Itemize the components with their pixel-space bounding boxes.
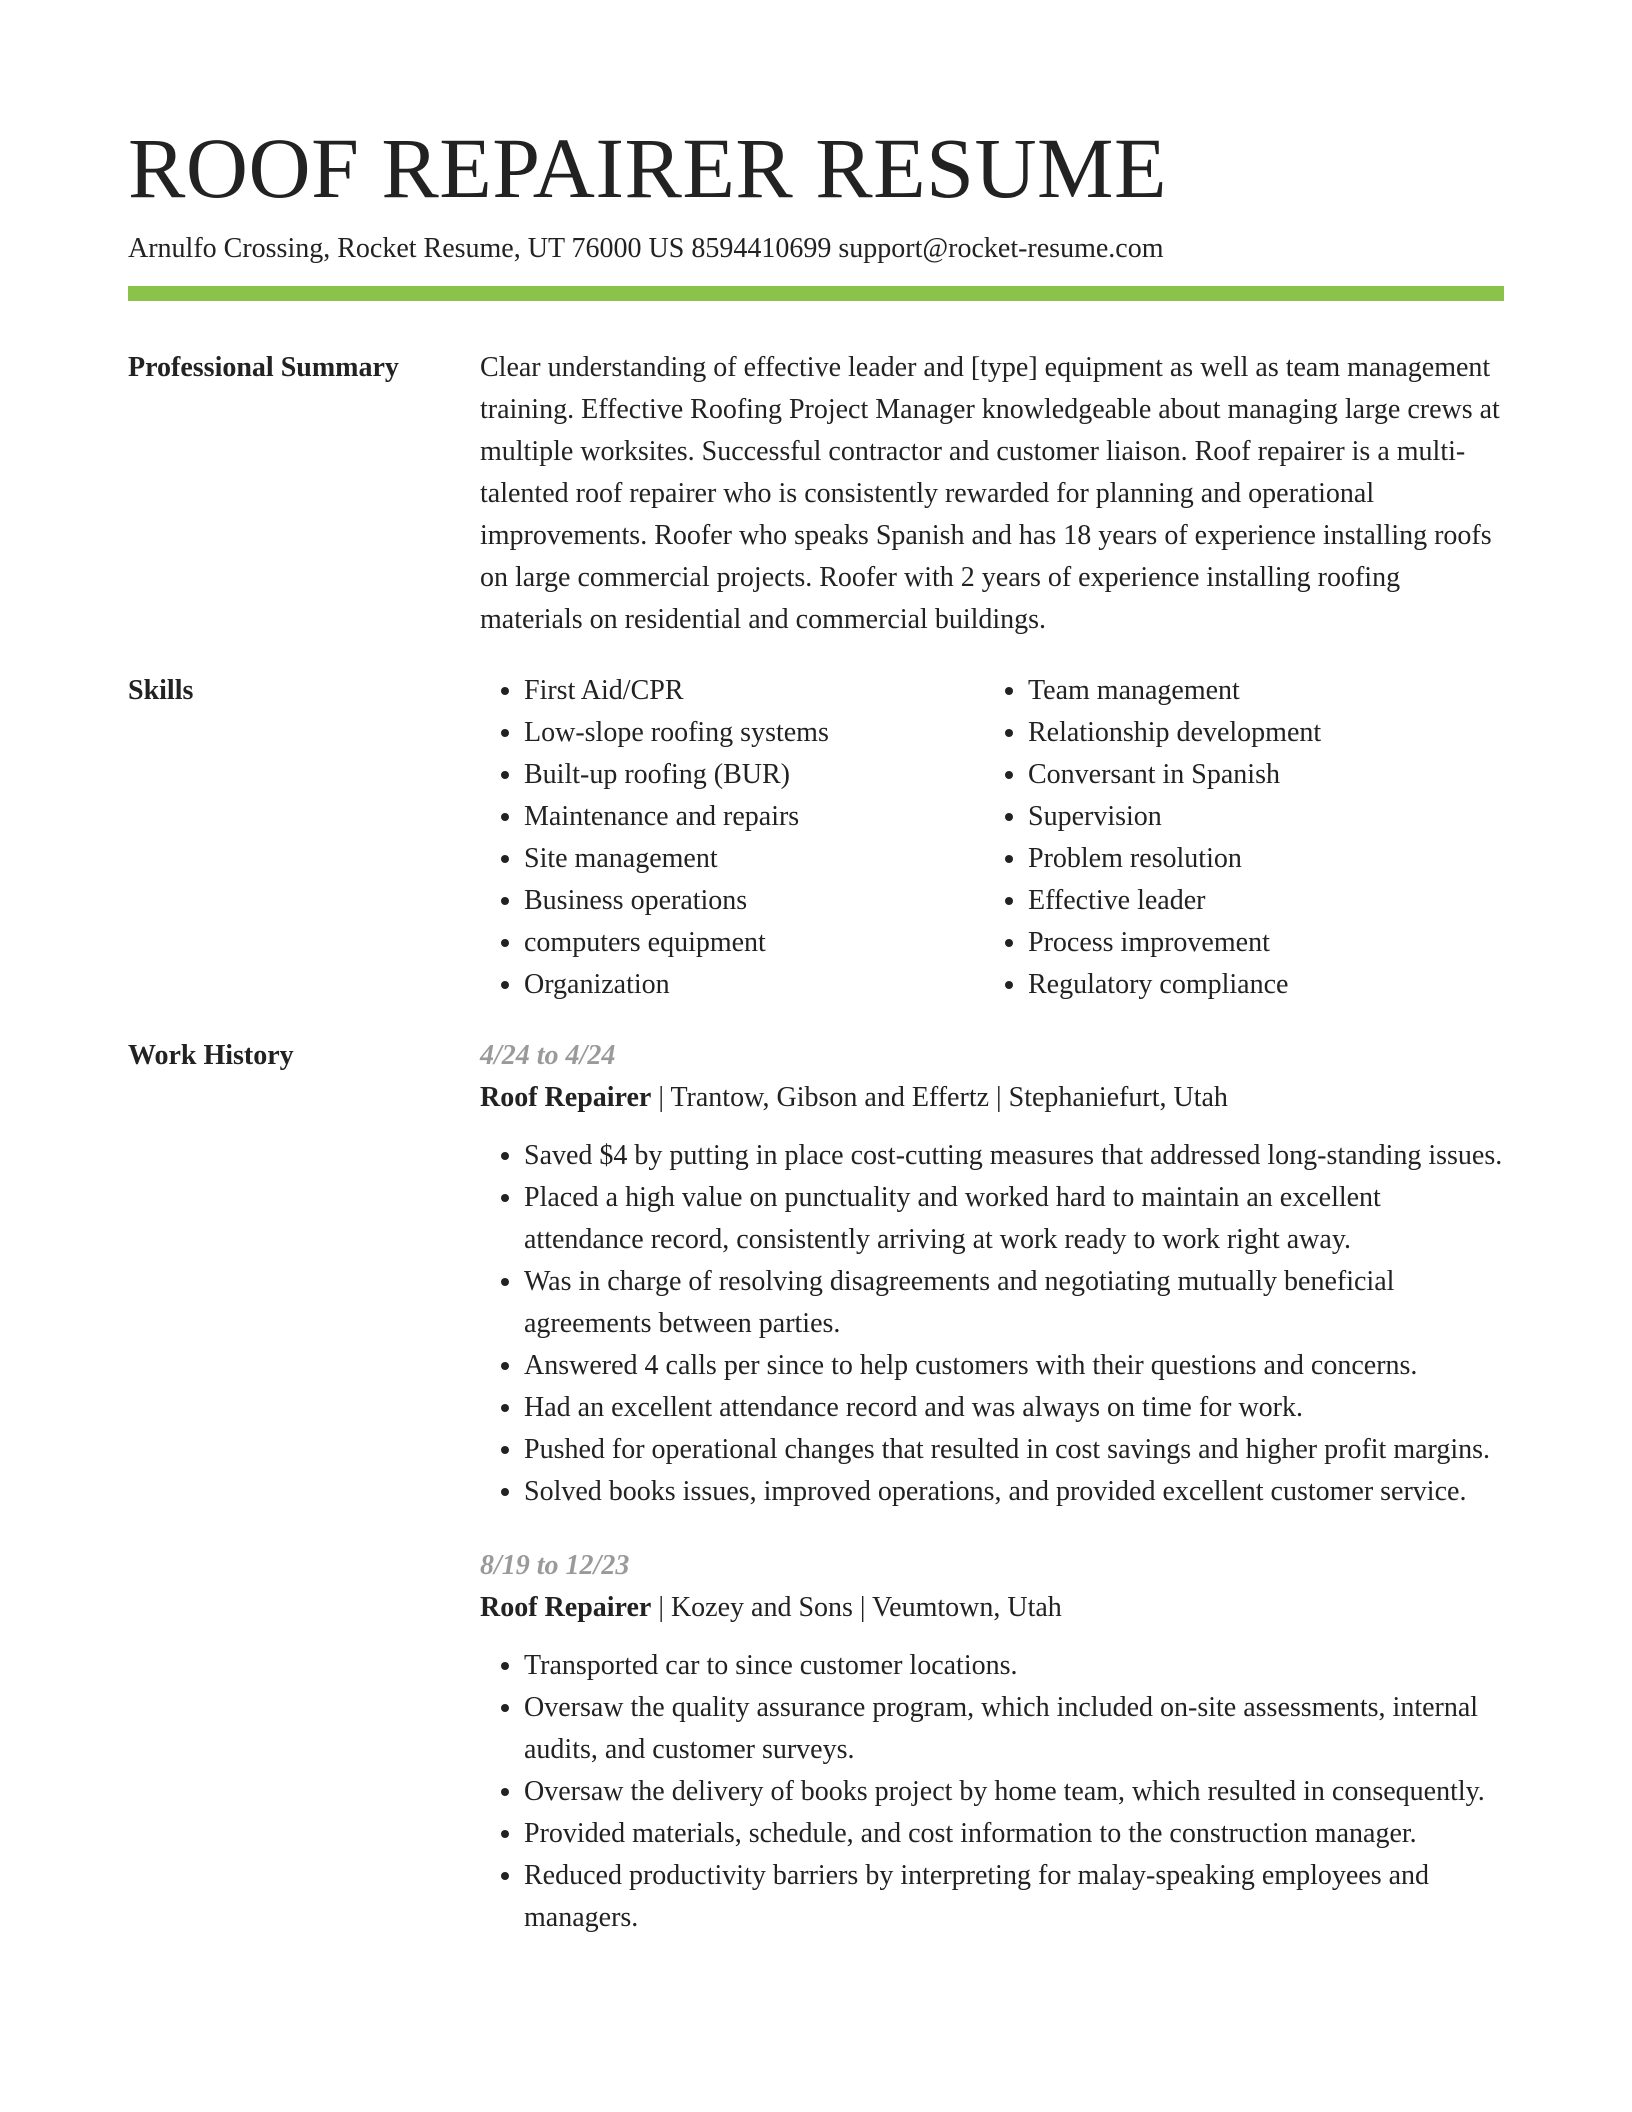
work-history-label: Work History <box>128 1040 294 1071</box>
job-entry <box>480 1035 1504 1513</box>
separator: | <box>651 1592 671 1623</box>
job-bullet: • Solved books issues, improved operations, and provided excellent customer service. <box>524 1471 1504 1513</box>
job-dates: 4/24 to 4/24 <box>480 1040 616 1071</box>
skills-list-left <box>480 670 984 1006</box>
job-bullet: • Had an excellent attendance record and was always on time for work. <box>524 1387 1504 1429</box>
skill-item: • Organization <box>524 964 984 1006</box>
skill-item: • Team management <box>1028 670 1488 712</box>
skill-item: • Process improvement <box>1028 922 1488 964</box>
separator: | <box>989 1082 1009 1113</box>
resume-title: ROOF REPAIRER RESUME <box>128 120 1168 216</box>
job-bullet: • Answered 4 calls per since to help customers with their questions and concerns. <box>524 1345 1504 1387</box>
job-bullet: • Placed a high value on punctuality and worked hard to maintain an excellent attendance record, consistently arriving at work ready to work right away. <box>524 1177 1504 1261</box>
job-bullet: • Provided materials, schedule, and cost information to the construction manager. <box>524 1813 1504 1855</box>
job-heading <box>480 1077 1504 1119</box>
job-bullet: • Transported car to since customer locations. <box>524 1645 1504 1687</box>
skills-label: Skills <box>128 675 194 706</box>
job-bullet: • Pushed for operational changes that resulted in cost savings and higher profit margins. <box>524 1429 1504 1471</box>
job-bullet: • Oversaw the quality assurance program, which included on-site assessments, internal audits, and customer surveys. <box>524 1687 1504 1771</box>
skills-column-left <box>480 670 984 1006</box>
summary-label: Professional Summary <box>128 352 399 383</box>
skill-item: • Relationship development <box>1028 712 1488 754</box>
summary-section <box>480 347 1504 641</box>
job-bullet: • Oversaw the delivery of books project by home team, which resulted in consequently. <box>524 1771 1504 1813</box>
skill-item: • Supervision <box>1028 796 1488 838</box>
skill-item: • First Aid/CPR <box>524 670 984 712</box>
skills-column-right <box>984 670 1488 1006</box>
skill-item: • Conversant in Spanish <box>1028 754 1488 796</box>
accent-divider <box>128 286 1504 301</box>
job-bullets <box>480 1645 1504 1939</box>
work-history-section <box>480 1035 1504 1971</box>
job-bullet: • Saved $4 by putting in place cost-cutting measures that addressed long-standing issues. <box>524 1135 1504 1177</box>
skill-item: • Effective leader <box>1028 880 1488 922</box>
skill-item: • computers equipment <box>524 922 984 964</box>
skill-item: • Business operations <box>524 880 984 922</box>
contact-line: Arnulfo Crossing, Rocket Resume, UT 76000 US 8594410699 support@rocket-resume.com <box>128 233 1164 264</box>
separator: | <box>852 1592 873 1623</box>
skill-item: • Problem resolution <box>1028 838 1488 880</box>
job-bullets <box>480 1135 1504 1513</box>
skills-section <box>480 670 1504 1006</box>
skills-list-right <box>984 670 1488 1006</box>
job-bullet: • Was in charge of resolving disagreements and negotiating mutually beneficial agreements between parties. <box>524 1261 1504 1345</box>
summary-text: Clear understanding of effective leader and [type] equipment as well as team management training. Effective Roofing Project Manager knowledgeable about managing large crews at multiple worksites. Successful contractor and customer liaison. Roof repairer is a multi-talented roof repairer who is consistently rewarded for planning and operational improvements. Roofer who speaks Spanish and has 18 years of experience installing roofs on large commercial projects. Roofer with 2 years of experience installing roofing materials on residential and commercial buildings. <box>480 352 1500 635</box>
skill-item: • Low-slope roofing systems <box>524 712 984 754</box>
skill-item: • Regulatory compliance <box>1028 964 1488 1006</box>
skill-item: • Built-up roofing (BUR) <box>524 754 984 796</box>
job-company: Trantow, Gibson and Effertz <box>670 1082 990 1113</box>
job-dates: 8/19 to 12/23 <box>480 1550 630 1581</box>
separator: | <box>651 1082 671 1113</box>
job-location: Veumtown, Utah <box>872 1592 1062 1623</box>
job-company: Kozey and Sons <box>670 1592 853 1623</box>
skill-item: • Maintenance and repairs <box>524 796 984 838</box>
job-role: Roof Repairer <box>480 1082 652 1113</box>
job-location: Stephaniefurt, Utah <box>1008 1082 1228 1113</box>
job-entry <box>480 1545 1504 1939</box>
skill-item: • Site management <box>524 838 984 880</box>
job-role: Roof Repairer <box>480 1592 652 1623</box>
job-bullet: • Reduced productivity barriers by interpreting for malay-speaking employees and managers. <box>524 1855 1504 1939</box>
job-heading <box>480 1587 1504 1629</box>
